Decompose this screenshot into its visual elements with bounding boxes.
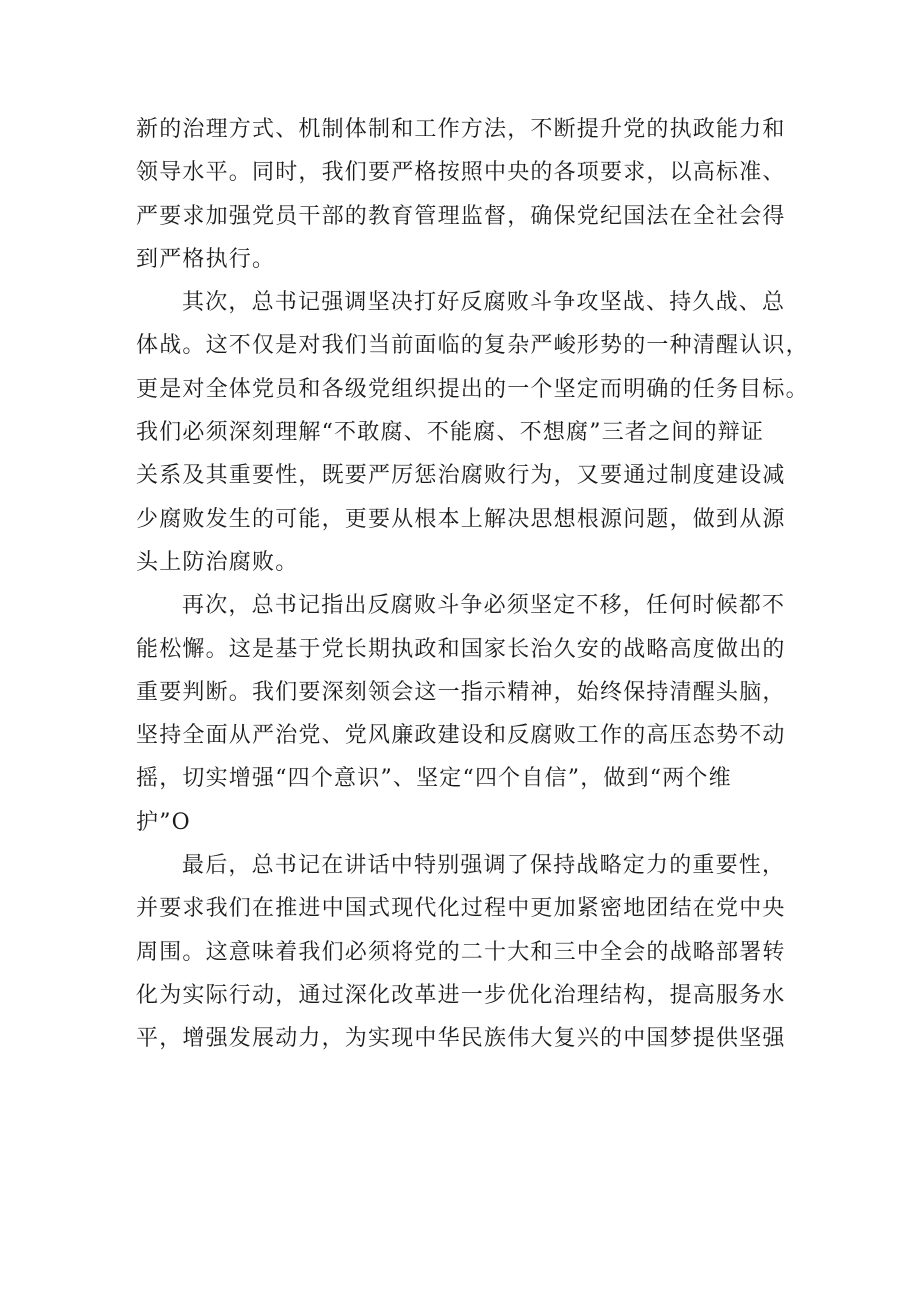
text-line: 新的治理方式、机制体制和工作方法，不断提升党的执政能力和 bbox=[136, 117, 786, 142]
text-line: 最后，总书记在讲话中特别强调了保持战略定力的重要性， bbox=[182, 853, 786, 879]
text-line: 护”O bbox=[136, 809, 191, 835]
text-line: 摇，切实增强“四个意识”、坚定“四个自信”，做到“两个维 bbox=[136, 766, 732, 792]
text-line: 头上防治腐败。 bbox=[136, 549, 299, 575]
paragraph-2 bbox=[136, 281, 809, 584]
text-line: 能松懈。这是基于党长期执政和国家长治久安的战略高度做出的 bbox=[136, 636, 786, 662]
text-line: 坚持全面从严治党、党风廉政建设和反腐败工作的高压态势不动 bbox=[136, 723, 786, 749]
text-line: 少腐败发生的可能，更要从根本上解决思想根源问题，做到从源 bbox=[136, 506, 786, 532]
paragraph-3 bbox=[136, 584, 786, 844]
text-line: 化为实际行动，通过深化改革进一步优化治理结构，提高服务水 bbox=[136, 982, 786, 1008]
text-line: 关系及其重要性，既要严厉惩治腐败行为，又要通过制度建设减 bbox=[136, 463, 786, 489]
text-line: 重要判断。我们要深刻领会这一指示精神，始终保持清醒头脑， bbox=[136, 679, 786, 705]
text-line: 更是对全体党员和各级党组织提出的一个坚定而明确的任务目标。 bbox=[136, 376, 809, 402]
text-line: 平，增强发展动力，为实现中华民族伟大复兴的中国梦提供坚强 bbox=[136, 1026, 786, 1052]
text-line: 我们必须深刻理解“不敢腐、不能腐、不想腐”三者之间的辩证 bbox=[136, 420, 765, 446]
text-line: 其次，总书记强调坚决打好反腐败斗争攻坚战、持久战、总 bbox=[182, 290, 786, 316]
text-line: 周围。这意味着我们必须将党的二十大和三中全会的战略部署转 bbox=[136, 939, 786, 965]
paragraph-4 bbox=[136, 844, 786, 1060]
text-line: 并要求我们在推进中国式现代化过程中更加紧密地团结在党中央 bbox=[136, 896, 786, 922]
text-line: 严要求加强党员干部的教育管理监督，确保党纪国法在全社会得 bbox=[136, 203, 786, 229]
text-line: 体战。这不仅是对我们当前面临的复杂严峻形势的一种清醒认识， bbox=[136, 333, 809, 359]
text-line: 领导水平。同时，我们要严格按照中央的各项要求，以高标准、 bbox=[136, 160, 786, 186]
text-line: 再次，总书记指出反腐败斗争必须坚定不移，任何时候都不 bbox=[182, 593, 786, 619]
document-body bbox=[136, 108, 809, 1061]
text-line: 到严格执行。 bbox=[136, 246, 276, 272]
paragraph-1 bbox=[136, 108, 786, 281]
